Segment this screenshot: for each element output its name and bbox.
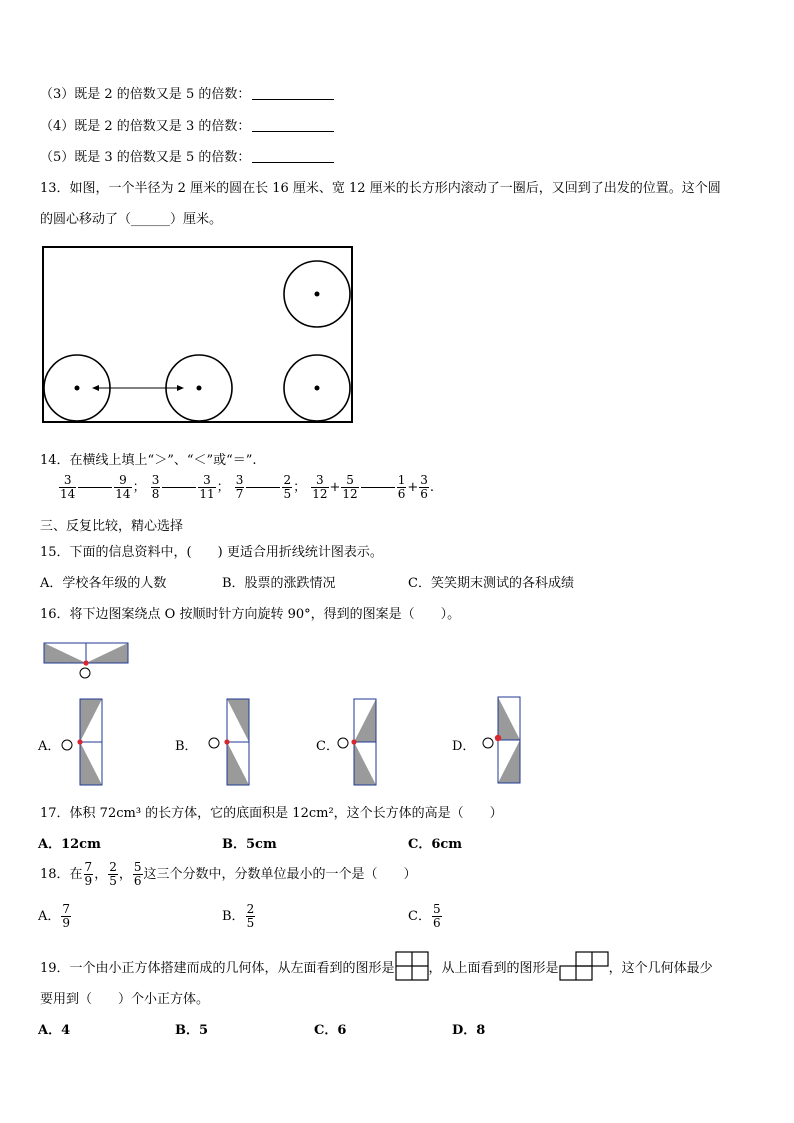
comparison-blank[interactable]: [162, 487, 196, 488]
q16-option-d[interactable]: D．: [452, 739, 476, 754]
left-view-figure: [395, 951, 429, 981]
fraction: $\frac{3}{8}$: [151, 473, 160, 501]
q16-stem: 16．将下边图案绕点 O 按顺时针方向旋转 90°，得到的图案是（ ）。: [40, 607, 461, 622]
fraction: $\frac{3}{6}$: [420, 473, 428, 501]
fraction: $\frac{9}{14}$: [115, 473, 131, 501]
arrow-head-right: [177, 385, 184, 391]
q16-option-d-figure[interactable]: [478, 697, 522, 787]
q13-line1: 13．如图，一个半径为 2 厘米的圆在长 16 厘米、宽 12 厘米的长方形内滚动了一圈后，又回到了出发的位置。这个圆: [40, 181, 721, 196]
q12-item-5: （5）既是 3 的倍数又是 5 的倍数：: [40, 146, 334, 165]
q18-option-c[interactable]: C． $\frac{5}{6}$: [408, 902, 441, 930]
q17-stem: 17．体积 72cm³ 的长方体，它的底面积是 12cm²，这个长方体的高是（ ）: [40, 806, 503, 821]
fraction: $\frac{3}{14}$: [60, 473, 76, 501]
fraction: $\frac{5}{12}$: [342, 473, 358, 501]
answer-blank[interactable]: ______: [131, 212, 171, 227]
circle-center-dot: [315, 292, 320, 297]
q15-option-b[interactable]: B．股票的涨跌情况: [222, 576, 336, 591]
q19-option-b[interactable]: B．5: [175, 1023, 209, 1038]
fraction: $\frac{2}{5}$: [109, 860, 117, 888]
answer-blank[interactable]: [252, 87, 334, 100]
q16-option-c[interactable]: C．: [316, 739, 339, 754]
q19-line2: 要用到（ ）个小正方体。: [40, 992, 210, 1007]
answer-blank[interactable]: [252, 150, 334, 163]
fraction: $\frac{7}{9}$: [62, 902, 71, 930]
rectangle-frame: [43, 247, 352, 422]
q16-option-b-figure[interactable]: [207, 699, 251, 787]
q16-option-b[interactable]: B．: [175, 739, 198, 754]
answer-blank[interactable]: [252, 119, 334, 132]
q15-stem: 15．下面的信息资料中，( ) 更适合用折线统计图表示。: [40, 545, 383, 560]
q19-option-c[interactable]: C．6: [314, 1023, 347, 1038]
q18-option-a[interactable]: A． $\frac{7}{9}$: [38, 902, 71, 930]
fraction: $\frac{3}{7}$: [235, 473, 244, 501]
arrow-head-left: [92, 385, 99, 391]
q17-option-c[interactable]: C．6cm: [408, 837, 463, 852]
q19-option-a[interactable]: A．4: [38, 1023, 71, 1038]
fraction: $\frac{1}{6}$: [397, 473, 406, 501]
q13-line2: 的圆心移动了（______）厘米。: [40, 212, 223, 227]
q18-stem: 18．在 $\frac{7}{9}$ ， $\frac{2}{5}$ ， $\frac{5}{6}$ 这三个分数中，分数单位最小的一个是（ ）: [40, 860, 417, 888]
comparison-blank[interactable]: [361, 487, 395, 488]
q12-item-3: （3）既是 2 的倍数又是 5 的倍数：: [40, 83, 334, 102]
q16-option-c-figure[interactable]: [334, 699, 378, 787]
q12-item-4: （4）既是 2 的倍数又是 3 的倍数：: [40, 115, 334, 134]
q14-prompt: 14．在横线上填上“＞”、“＜”或“＝”.: [40, 453, 257, 468]
q15-option-c[interactable]: C．笑笑期末测试的各科成绩: [408, 576, 574, 591]
comparison-blank[interactable]: [246, 487, 280, 488]
q15-option-a[interactable]: A．学校各年级的人数: [40, 576, 167, 591]
circle-center-dot: [315, 386, 320, 391]
fraction: $\frac{3}{12}$: [312, 473, 328, 501]
q16-option-a-figure[interactable]: [60, 699, 104, 787]
fraction: $\frac{2}{5}$: [283, 473, 292, 501]
comparison-blank[interactable]: [78, 487, 112, 488]
top-view-figure: [559, 951, 609, 981]
q14-comparisons: $\frac{3}{14}$ $\frac{9}{14}$ ； $\frac{3}{8}$ $\frac{3}{11}$ ； $\frac{3}{7}$ $\frac{2}{5}$ ； $\frac{3}{12}$ + $\frac{5}{12}$ $\frac{1}{6}$ + $\frac{3}{6}$ .: [60, 473, 435, 501]
fraction: $\frac{5}{6}$: [432, 902, 441, 930]
fraction: $\frac{7}{9}$: [84, 860, 93, 888]
q19-line1: 19．一个由小正方体搭建而成的几何体，从左面看到的图形是 ，从上面看到的图形是 ，这个几何体最少: [40, 951, 713, 981]
q19-option-d[interactable]: D．8: [452, 1023, 486, 1038]
fraction: $\frac{3}{11}$: [199, 473, 215, 501]
section-title: 三、反复比较，精心选择: [40, 519, 184, 534]
fraction: $\frac{5}{6}$: [133, 860, 142, 888]
circle-center-dot: [197, 386, 202, 391]
q18-option-b[interactable]: B． $\frac{2}{5}$: [222, 902, 255, 930]
circle-center-dot: [75, 386, 80, 391]
rolling-circle-diagram: [42, 246, 354, 424]
q17-option-b[interactable]: B．5cm: [222, 837, 277, 852]
q17-option-a[interactable]: A．12cm: [38, 837, 101, 852]
q16-option-a[interactable]: A．: [38, 739, 61, 754]
rotation-original-figure: [44, 643, 130, 679]
fraction: $\frac{2}{5}$: [246, 902, 255, 930]
